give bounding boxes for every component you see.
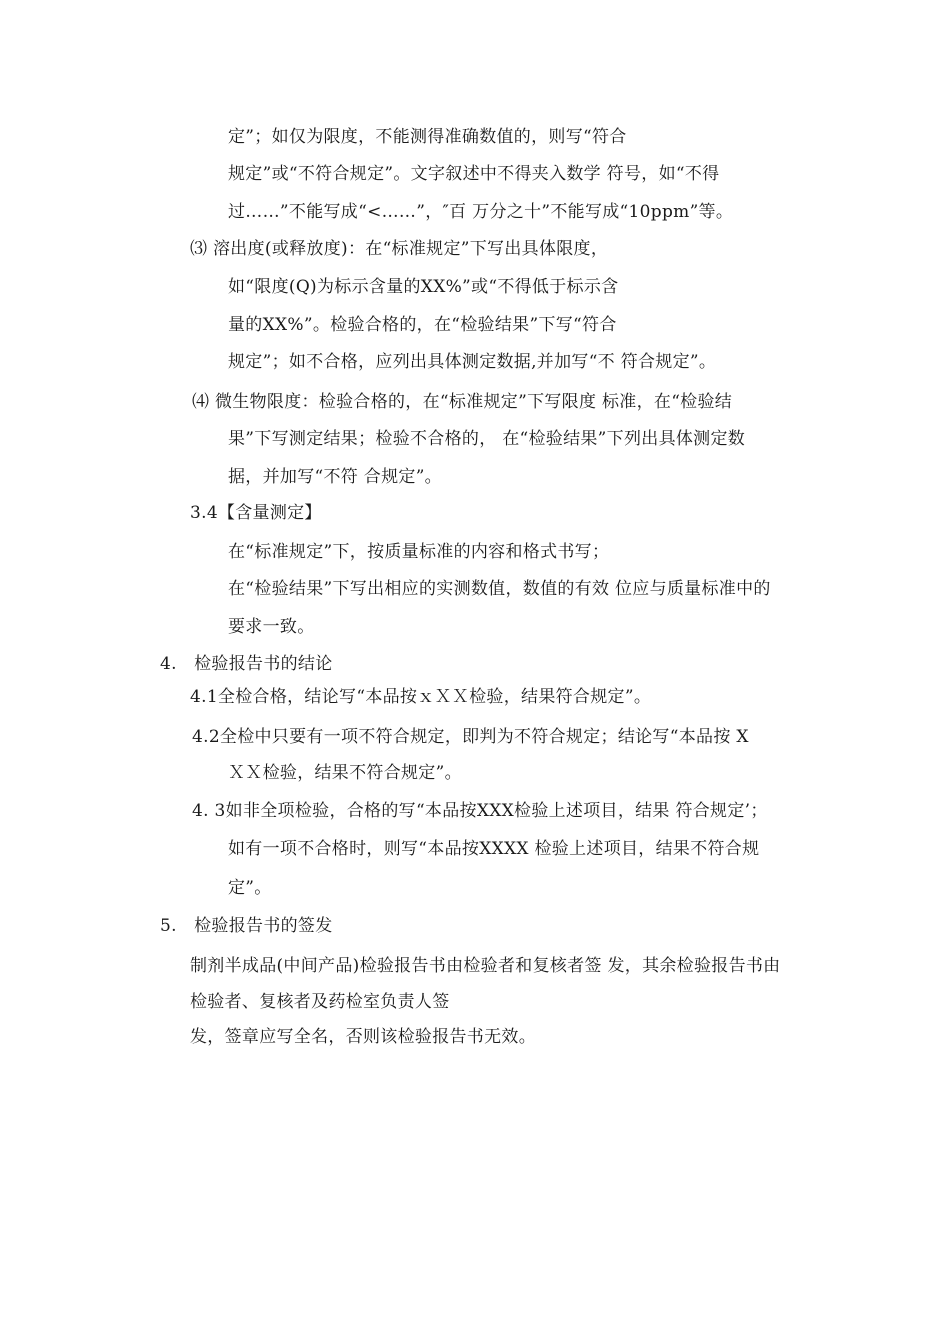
paragraph-line: 制剂半成品(中间产品)检验报告书由检验者和复核者签 发，其余检验报告书由 [190, 956, 781, 976]
paragraph-line: 规定”或“不符合规定”。文字叙述中不得夹入数学 符号，如“不得 [228, 164, 720, 184]
paragraph-line: 4.1全检合格，结论写“本品按ｘＸＸ检验，结果符合规定”。 [190, 687, 652, 707]
section-heading-assay: 3.4【含量测定】 [190, 503, 322, 523]
paragraph-line: 在“标准规定”下，按质量标准的内容和格式书写； [228, 542, 610, 562]
paragraph-line: ＸＸ检验，结果不符合规定”。 [228, 763, 462, 783]
paragraph-line: 定”。 [228, 878, 272, 898]
paragraph-line: 在“检验结果”下写出相应的实测数值，数值的有效 位应与质量标准中的 [228, 579, 771, 599]
paragraph-line: 量的XX%”。检验合格的，在“检验结果”下写“符合 [228, 315, 617, 335]
paragraph-line: 要求一致。 [228, 617, 315, 637]
paragraph-line: 如“限度(Q)为标示含量的XX%”或“不得低于标示含 [228, 277, 619, 297]
paragraph-line: 发，签章应写全名，否则该检验报告书无效。 [190, 1027, 536, 1047]
section-heading-conclusion: 4. 检验报告书的结论 [160, 654, 333, 674]
paragraph-line: 规定”；如不合格，应列出具体测定数据,并加写“不 符合规定”。 [228, 352, 717, 372]
paragraph-line: 果”下写测定结果；检验不合格的， 在“检验结果”下列出具体测定数 [228, 429, 746, 449]
section-heading-signing: 5. 检验报告书的签发 [160, 916, 333, 936]
list-item-dissolution: ⑶ 溶出度(或释放度)：在“标准规定”下写出具体限度， [190, 239, 609, 259]
paragraph-line: 4. 3如非全项检验，合格的写“本品按XXX检验上述项目，结果 符合规定’； [192, 801, 768, 821]
paragraph-line: 4.2全检中只要有一项不符合规定，即判为不符合规定；结论写“本品按 X [192, 727, 749, 747]
list-item-microbial-limit: ⑷ 微生物限度：检验合格的，在“标准规定”下写限度 标准，在“检验结 [192, 392, 733, 412]
paragraph-line: 如有一项不合格时，则写“本品按XXXX 检验上述项目，结果不符合规 [228, 839, 760, 859]
paragraph-line: 过……”不能写成“<……”，″百 万分之十”不能写成“10ppm”等。 [228, 202, 734, 222]
paragraph-line: 定”；如仅为限度，不能测得准确数值的，则写“符合 [228, 127, 627, 147]
paragraph-line: 检验者、复核者及药检室负责人签 [190, 992, 450, 1012]
paragraph-line: 据，并加写“不符 合规定”。 [228, 467, 442, 487]
